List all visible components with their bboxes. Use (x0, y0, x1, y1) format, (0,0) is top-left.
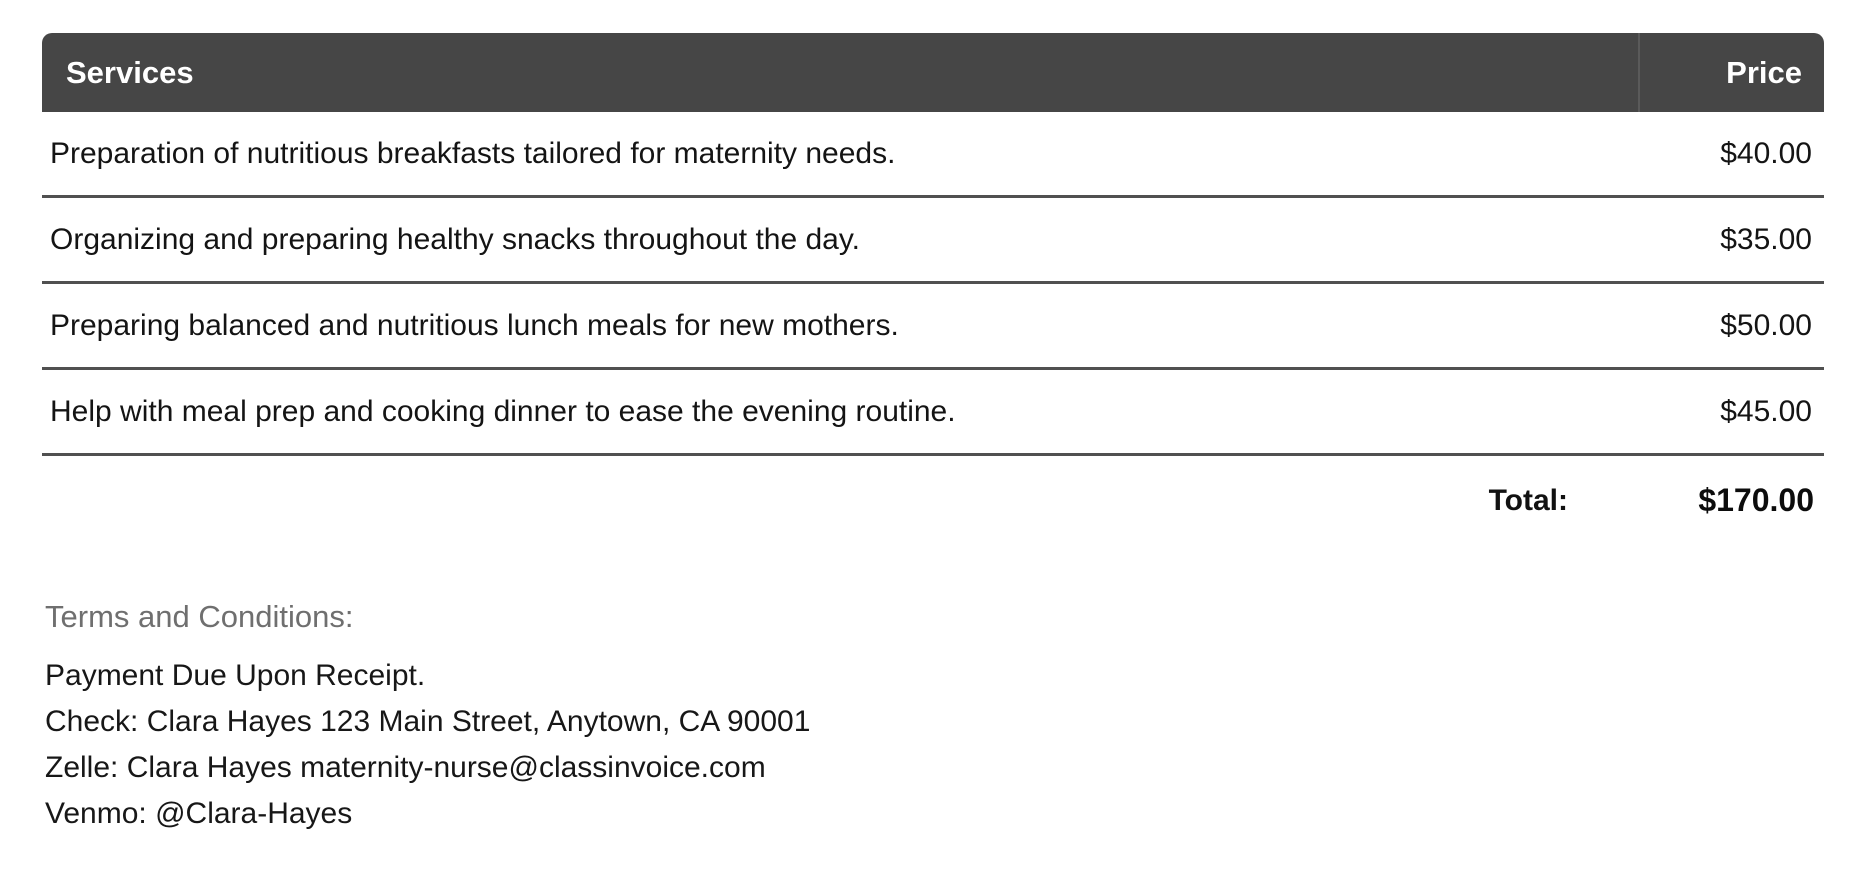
service-description: Preparing balanced and nutritious lunch meals for new mothers. (42, 284, 1638, 370)
terms-line-check: Check: Clara Hayes 123 Main Street, Anytown, CA 90001 (45, 705, 811, 738)
table-row (42, 112, 1824, 198)
services-table-footer (42, 456, 1824, 543)
service-price: $45.00 (1638, 370, 1824, 456)
services-table-header (42, 33, 1824, 112)
table-row (42, 284, 1824, 370)
service-price: $40.00 (1638, 112, 1824, 198)
total-row (42, 456, 1824, 543)
terms-and-conditions-section (42, 599, 1824, 837)
terms-line-payment-due: Payment Due Upon Receipt. (45, 659, 426, 692)
total-amount: $170.00 (1698, 482, 1814, 518)
table-row (42, 198, 1824, 284)
service-price: $50.00 (1638, 284, 1824, 370)
service-description: Preparation of nutritious breakfasts tailored for maternity needs. (42, 112, 1638, 198)
header-row (42, 33, 1824, 112)
total-label: Total: (1488, 483, 1568, 517)
services-table-body (42, 112, 1824, 456)
terms-line-venmo: Venmo: @Clara-Hayes (45, 797, 353, 830)
service-description: Organizing and preparing healthy snacks throughout the day. (42, 198, 1638, 284)
service-description: Help with meal prep and cooking dinner to ease the evening routine. (42, 370, 1638, 456)
terms-line-zelle: Zelle: Clara Hayes maternity-nurse@classinvoice.com (45, 751, 766, 784)
services-table (42, 33, 1824, 543)
services-column-header: Services (42, 33, 1638, 112)
price-column-header: Price (1638, 33, 1824, 112)
service-price: $35.00 (1638, 198, 1824, 284)
table-row (42, 370, 1824, 456)
terms-heading: Terms and Conditions: (45, 599, 354, 634)
